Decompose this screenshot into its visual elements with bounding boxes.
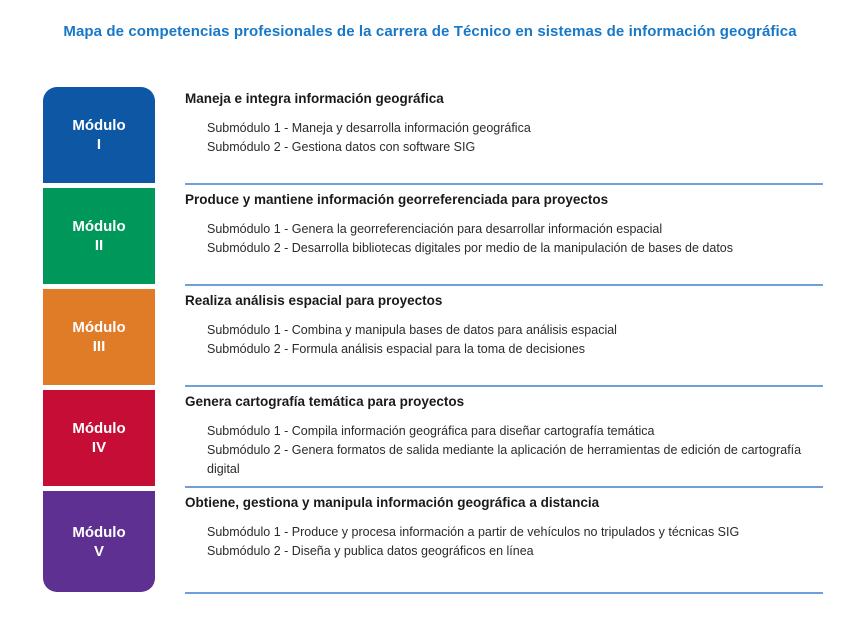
module-numeral: III bbox=[92, 338, 106, 355]
submodule-item: Submódulo 1 - Genera la georreferenciación para desarrollar información espacial bbox=[207, 222, 663, 236]
module-title: Obtiene, gestiona y manipula información geográfica a distancia bbox=[185, 495, 600, 510]
module-label: Módulo bbox=[72, 319, 126, 336]
module-label: Módulo bbox=[72, 117, 126, 134]
module-content-5 bbox=[185, 491, 823, 592]
module-row-5 bbox=[43, 491, 823, 592]
module-badge-4 bbox=[43, 390, 155, 486]
module-label: Módulo bbox=[72, 420, 126, 437]
submodule-list bbox=[185, 523, 823, 561]
submodule-list bbox=[185, 220, 823, 258]
submodule-item: Submódulo 1 - Combina y manipula bases de datos para análisis espacial bbox=[207, 323, 617, 337]
module-label: Módulo bbox=[72, 218, 126, 235]
module-badge-2 bbox=[43, 188, 155, 284]
module-badge-5 bbox=[43, 491, 155, 592]
submodule-list bbox=[185, 422, 823, 479]
module-title: Maneja e integra información geográfica bbox=[185, 91, 444, 106]
module-badge-3 bbox=[43, 289, 155, 385]
module-row-4 bbox=[43, 390, 823, 486]
module-label: Módulo bbox=[72, 523, 126, 541]
page-title: Mapa de competencias profesionales de la carrera de Técnico en sistemas de información geográfica bbox=[63, 23, 797, 40]
bottom-separator-line bbox=[185, 592, 823, 594]
module-numeral: I bbox=[96, 136, 102, 153]
submodule-item: Submódulo 2 - Desarrolla bibliotecas digitales por medio de la manipulación de bases de datos bbox=[207, 241, 734, 255]
submodule-item: Submódulo 2 - Genera formatos de salida mediante la aplicación de herramientas de edición de cartografía digital bbox=[207, 443, 802, 476]
submodule-item: Submódulo 1 - Compila información geográfica para diseñar cartografía temática bbox=[207, 424, 655, 438]
module-row-1 bbox=[43, 87, 823, 183]
module-numeral: V bbox=[93, 542, 104, 560]
submodule-item: Submódulo 2 - Diseña y publica datos geográficos en línea bbox=[207, 544, 534, 558]
module-numeral: II bbox=[94, 237, 104, 254]
submodule-item: Submódulo 1 - Produce y procesa información a partir de vehículos no tripulados y técnicas SIG bbox=[207, 525, 740, 539]
submodule-item: Submódulo 1 - Maneja y desarrolla información geográfica bbox=[207, 121, 531, 135]
module-title: Produce y mantiene información georreferenciada para proyectos bbox=[185, 192, 609, 207]
module-content-4 bbox=[185, 390, 823, 486]
submodule-item: Submódulo 2 - Formula análisis espacial para la toma de decisiones bbox=[207, 342, 585, 356]
competency-map bbox=[43, 87, 823, 594]
module-content-3 bbox=[185, 289, 823, 385]
module-title: Genera cartografía temática para proyectos bbox=[185, 394, 465, 409]
module-row-3 bbox=[43, 289, 823, 385]
module-numeral: IV bbox=[91, 439, 107, 456]
submodule-item: Submódulo 2 - Gestiona datos con software SIG bbox=[207, 140, 476, 154]
module-badge-1 bbox=[43, 87, 155, 183]
submodule-list bbox=[185, 321, 823, 359]
module-row-2 bbox=[43, 188, 823, 284]
module-content-1 bbox=[185, 87, 823, 183]
submodule-list bbox=[185, 119, 823, 157]
module-title: Realiza análisis espacial para proyectos bbox=[185, 293, 443, 308]
module-content-2 bbox=[185, 188, 823, 284]
